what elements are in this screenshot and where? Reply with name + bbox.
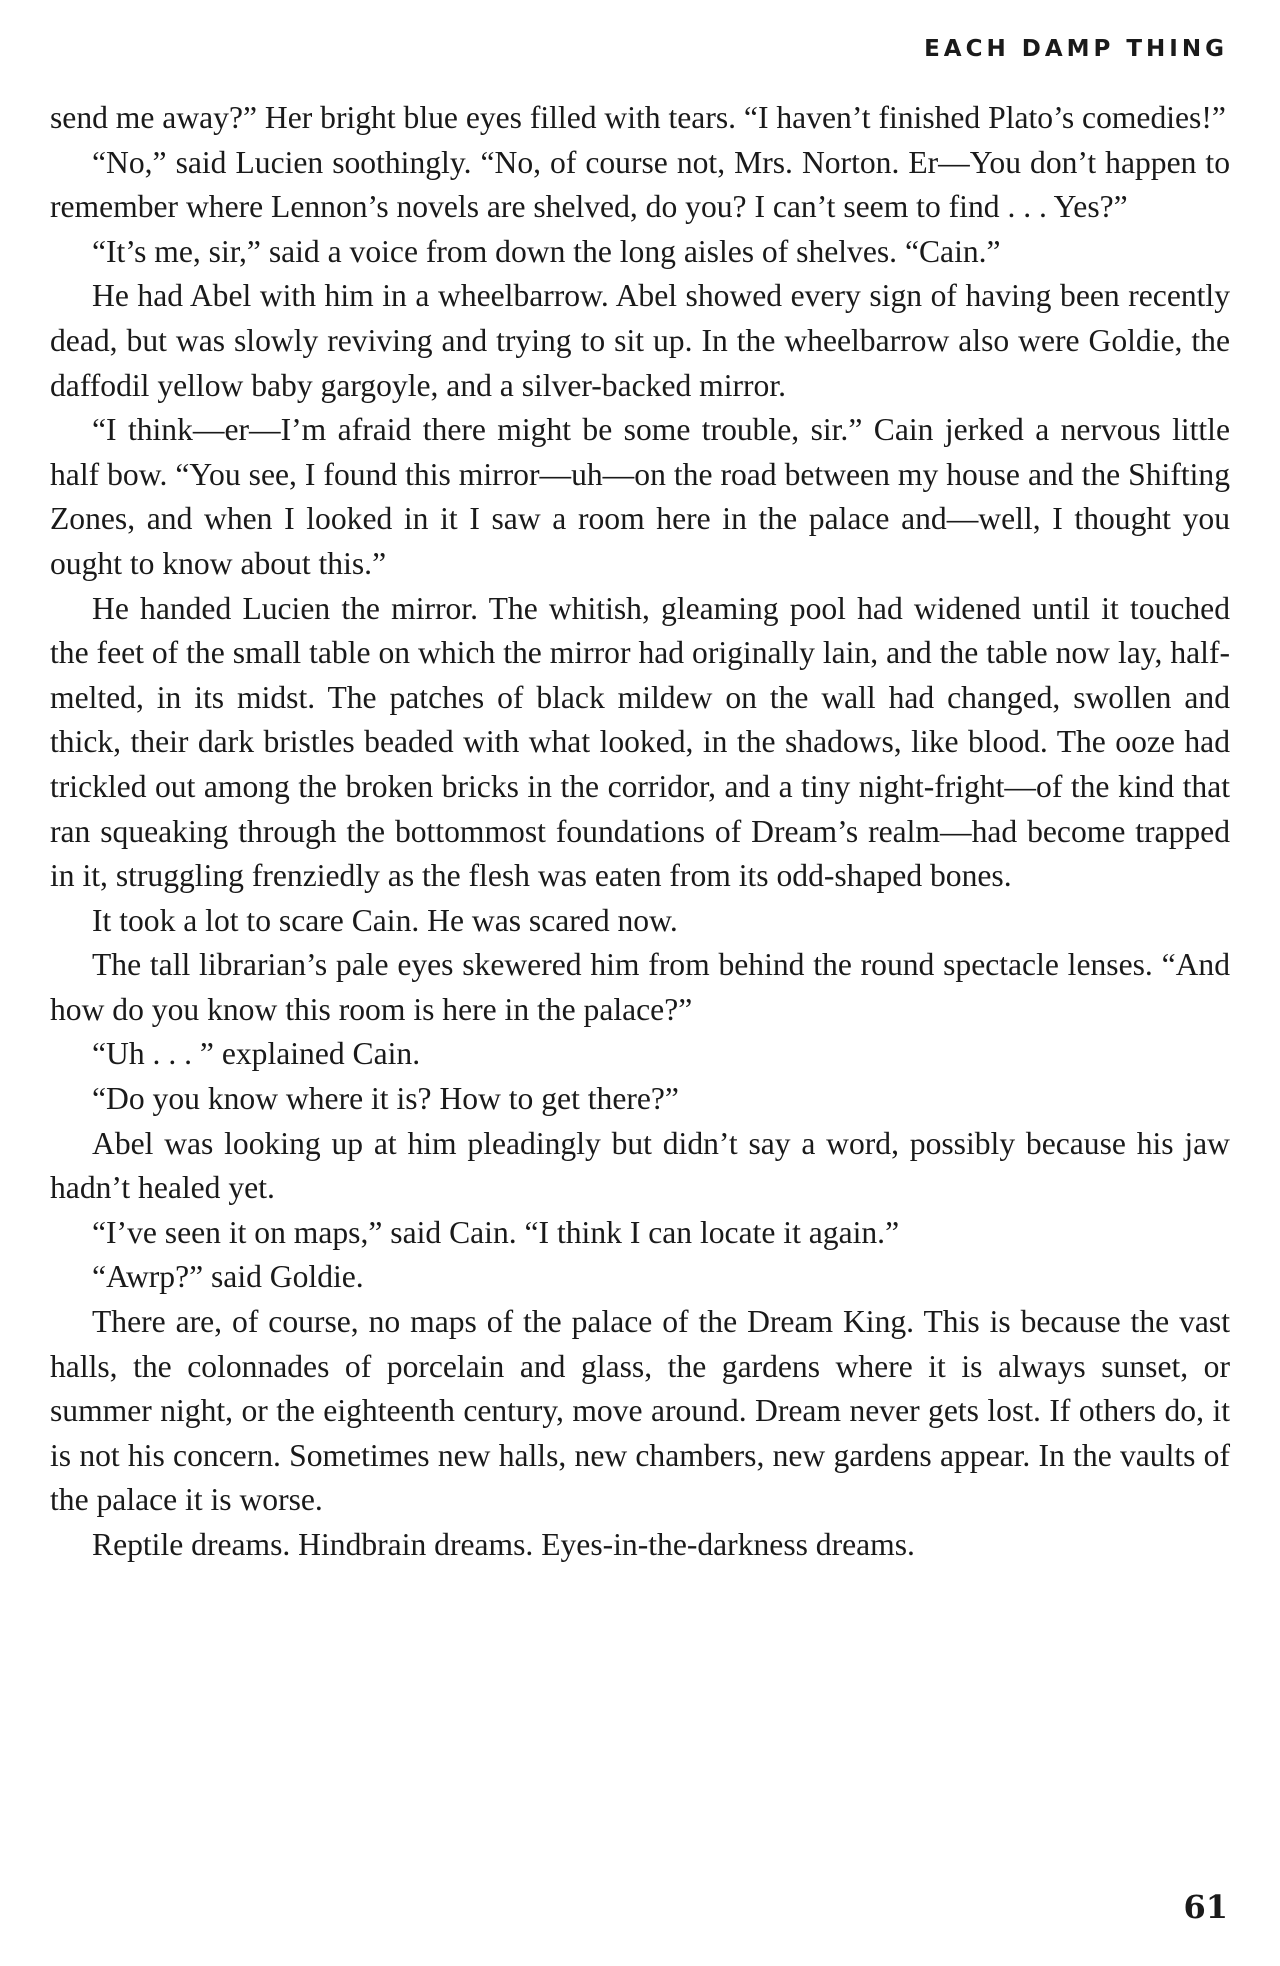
paragraph: “I’ve seen it on maps,” said Cain. “I think I can locate it again.” xyxy=(92,1214,900,1250)
paragraph-continued: send me away?” Her bright blue eyes filled with tears. “I haven’t finished Plato’s comedies!” xyxy=(50,100,1226,135)
paragraph: “Uh . . . ” explained Cain. xyxy=(92,1036,421,1072)
paragraph: He handed Lucien the mirror. The whitish, gleaming pool had widened until it touched the feet of the small table on which the mirror had originally lain, and the table now lay, half-melted, in its midst. The patches of black mildew on the wall had changed, swollen and thick, their dark bristles beaded with what looked, in the shadows, like blood. The ooze had trickled out among the broken bricks in the corridor, and a tiny night-fright—of the kind that ran squeaking through the bottommost foundations of Dream’s realm—had become trapped in it, struggling frenziedly as the flesh was eaten from its odd-shaped bones. xyxy=(50,590,1230,894)
paragraph: He had Abel with him in a wheelbarrow. Abel showed every sign of having been recently dead, but was slowly reviving and trying to sit up. In the wheelbarrow also were Goldie, the daffodil yellow baby gargoyle, and a silver-backed mirror. xyxy=(50,278,1230,403)
running-head-title: EACH DAMP THING xyxy=(924,36,1228,62)
paragraph: “Awrp?” said Goldie. xyxy=(92,1259,364,1295)
paragraph: “It’s me, sir,” said a voice from down the long aisles of shelves. “Cain.” xyxy=(92,233,1001,269)
paragraph: The tall librarian’s pale eyes skewered him from behind the round spectacle lenses. “And how do you know this room is here in the palace?” xyxy=(50,947,1230,1027)
paragraph: Reptile dreams. Hindbrain dreams. Eyes-in-the-darkness dreams. xyxy=(92,1527,915,1562)
paragraph: “Do you know where it is? How to get there?” xyxy=(92,1081,679,1117)
paragraph: “No,” said Lucien soothingly. “No, of course not, Mrs. Norton. Er—You don’t happen to remember where Lennon’s novels are shelved, do you? I can’t seem to find . . . Yes?” xyxy=(50,144,1230,225)
page-number: 61 xyxy=(1183,1888,1228,1926)
body-text xyxy=(50,96,1230,1568)
paragraph: Abel was looking up at him pleadingly but didn’t say a word, possibly because his jaw hadn’t healed yet. xyxy=(50,1125,1230,1206)
paragraph: “I think—er—I’m afraid there might be some trouble, sir.” Cain jerked a nervous little half bow. “You see, I found this mirror—uh—on the road between my house and the Shifting Zones, and when I looked in it I saw a room here in the palace and—well, I thought you ought to know about this.” xyxy=(50,412,1230,581)
paragraph: There are, of course, no maps of the palace of the Dream King. This is because the vast halls, the colonnades of porcelain and glass, the gardens where it is always sunset, or summer night, or the eighteenth century, move around. Dream never gets lost. If others do, it is not his concern. Sometimes new halls, new chambers, new gardens appear. In the vaults of the palace it is worse. xyxy=(50,1304,1230,1518)
paragraph: It took a lot to scare Cain. He was scared now. xyxy=(92,902,678,938)
